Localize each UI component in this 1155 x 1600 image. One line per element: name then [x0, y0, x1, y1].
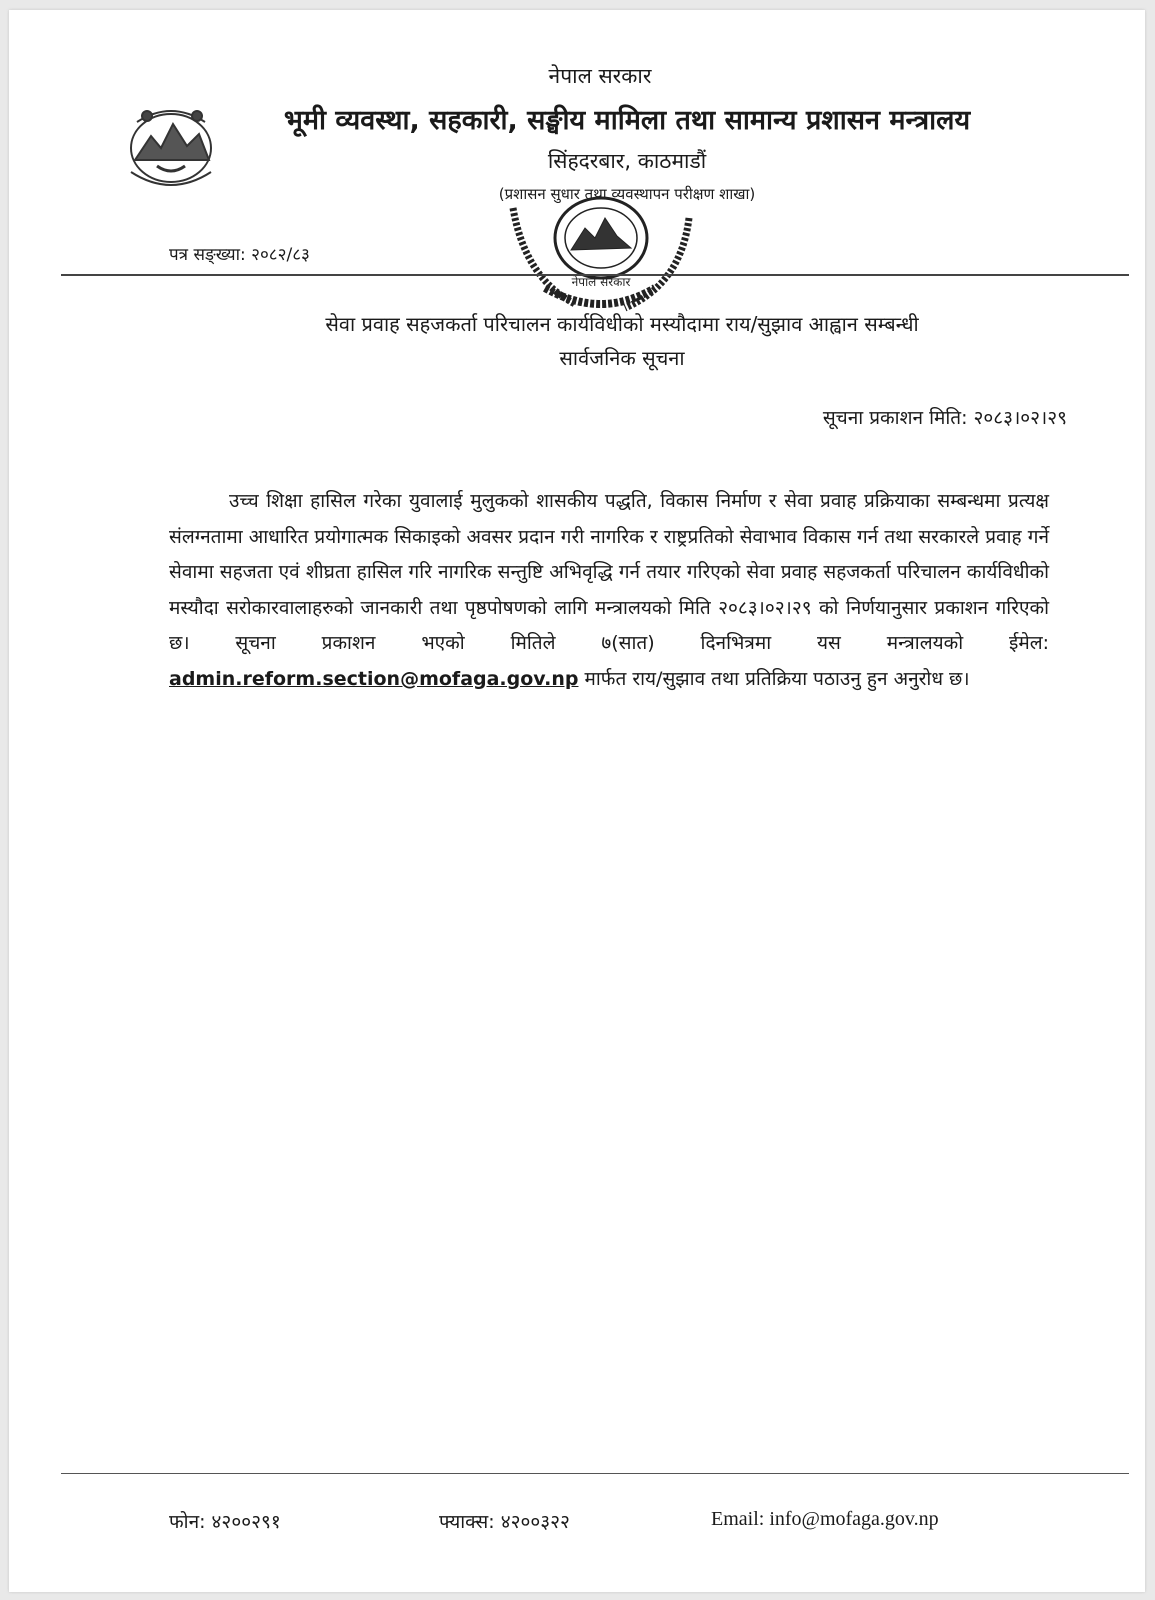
notice-body-text: उच्च शिक्षा हासिल गरेका युवालाई मुलुकको शासकीय पद्धति, विकास निर्माण र सेवा प्रवाह प्रक्रियाका सम्बन्धमा प्रत्यक्ष संलग्नतामा आधारित प्रयोगात्मक सिकाइको अवसर प्रदान गरी नागरिक र राष्ट्रप्रतिको सेवाभाव विकास गर्न तथा सरकारले प्रवाह गर्ने सेवामा सहजता एवं शीघ्रता हासिल गरि नागरिक सन्तुष्टि अभिवृद्धि गर्न तयार गरिएको सेवा प्रवाह सहजकर्ता परिचालन कार्यविधीको मस्यौदा सरोकारवालाहरुको जानकारी तथा पृष्ठपोषणको लागि मन्त्रालयको मिति २०८३।०२।२९ को निर्णयानुसार प्रकाशन गरिएको छ। सूचना प्रकाशन भएको मितिले ७(सात) दिनभित्रमा यस मन्त्रालयको ईमेल:: [169, 490, 1049, 655]
ministry-name: भूमी व्यवस्था, सहकारी, सङ्घीय मामिला तथा सामान्य प्रशासन मन्त्रालय: [283, 105, 971, 136]
document-page: [9, 10, 1145, 1592]
feedback-email-link[interactable]: admin.reform.section@mofaga.gov.np: [169, 667, 579, 690]
reference-number: पत्र सङ्ख्या: २०८२/८३: [169, 245, 310, 265]
stamp-text: नेपाल सरकार: [571, 275, 631, 289]
official-stamp-icon: [505, 188, 697, 318]
notice-body: [169, 484, 1049, 698]
notice-body-closing: मार्फत राय/सुझाव तथा प्रतिक्रिया पठाउनु हुन अनुरोध छ।: [578, 667, 970, 690]
notice-subject: सेवा प्रवाह सहजकर्ता परिचालन कार्यविधीको मस्यौदामा राय/सुझाव आह्वान सम्बन्धी: [325, 312, 919, 336]
footer-divider: [61, 1473, 1129, 1474]
section-name: (प्रशासन सुधार तथा व्यवस्थापन परीक्षण शाखा): [498, 185, 756, 203]
footer-email: Email: info@mofaga.gov.np: [711, 1508, 939, 1530]
footer-fax: फ्याक्स: ४२००३२२: [439, 1511, 570, 1533]
notice-heading: सार्वजनिक सूचना: [559, 346, 685, 370]
footer-phone: फोन: ४२००२९१: [169, 1511, 281, 1533]
header-divider: [61, 274, 1129, 276]
ministry-location: सिंहदरबार, काठमाडौं: [547, 149, 707, 173]
government-name: नेपाल सरकार: [548, 64, 652, 88]
notice-date: सूचना प्रकाशन मिति: २०८३।०२।२९: [822, 407, 1067, 429]
